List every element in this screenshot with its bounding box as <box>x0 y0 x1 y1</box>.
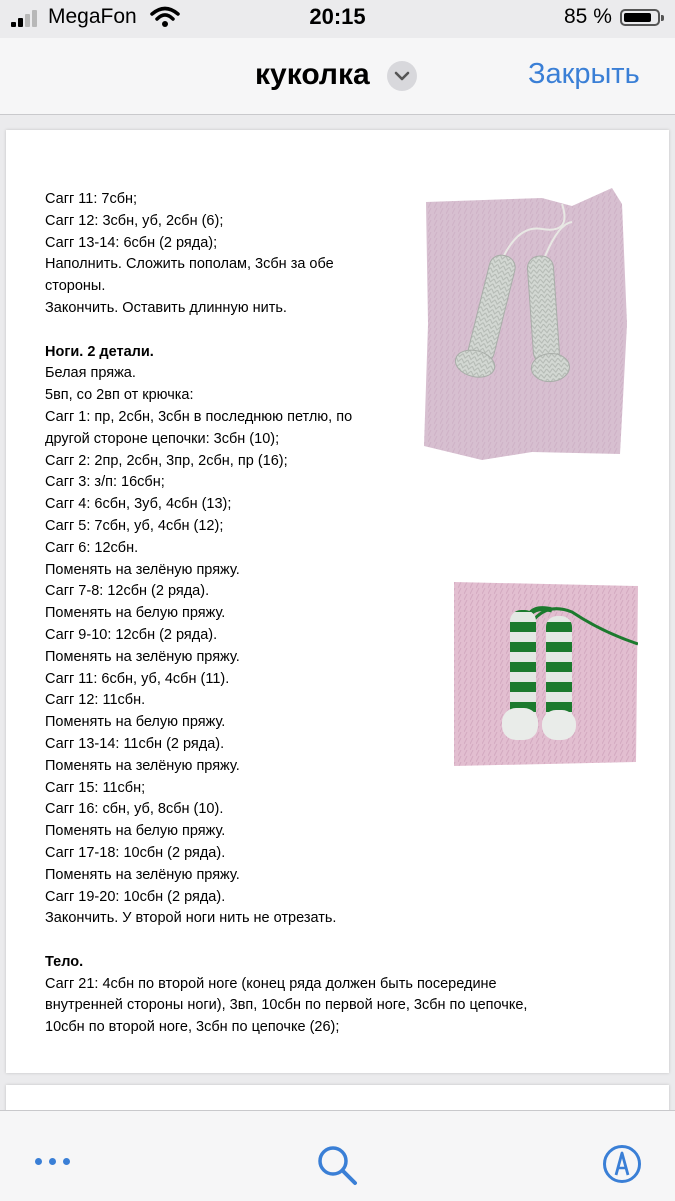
clock: 20:15 <box>309 4 366 29</box>
text-line: Сагг 7-8: 12сбн (2 ряда). <box>45 583 210 600</box>
text-line: Сагг 1: пр, 2сбн, 3сбн в последнюю петлю, по <box>45 408 353 425</box>
text-line: Сагг 19-20: 10сбн (2 ряда). <box>45 888 226 905</box>
ellipsis-icon <box>35 1158 42 1165</box>
text-line: Наполнить. Сложить пополам, 3сбн за обе <box>45 256 334 273</box>
carrier-name: MegaFon <box>48 5 137 28</box>
battery-percentage: 85 % <box>564 5 612 28</box>
text-line: Сагг 15: 11сбн; <box>45 779 146 796</box>
text-line: другой стороне цепочки: 3сбн (10); <box>45 430 280 447</box>
text-line: стороны. <box>45 278 106 295</box>
legs-photo <box>452 582 638 766</box>
bottom-toolbar <box>0 1110 675 1201</box>
text-line: Закончить. У второй ноги нить не отрезать. <box>45 910 337 927</box>
text-line: Поменять на зелёную пряжу. <box>45 866 240 883</box>
arms-photo <box>422 184 630 464</box>
document-viewer[interactable] <box>0 115 675 1110</box>
blank-line <box>45 930 605 952</box>
markup-pen-icon[interactable] <box>602 1144 642 1184</box>
text-line: Сагг 4: 6сбн, 3уб, 4сбн (13); <box>45 496 232 513</box>
title-menu-button[interactable] <box>387 61 417 91</box>
status-bar <box>0 0 675 38</box>
text-line: Сагг 2: 2пр, 2сбн, 3пр, 2сбн, пр (16); <box>45 452 288 469</box>
battery-icon <box>620 9 660 26</box>
text-line: 10сбн по второй ноге, 3сбн по цепочке (26); <box>45 1019 340 1036</box>
text-line: Поменять на зелёную пряжу. <box>45 757 240 774</box>
text-line: Сагг 11: 6сбн, уб, 4сбн (11). <box>45 670 230 687</box>
text-line: Сагг 6: 12сбн. <box>45 539 139 556</box>
text-line: Сагг 13-14: 11сбн (2 ряда). <box>45 735 225 752</box>
section-heading: Тело. <box>45 953 84 970</box>
text-line: Сагг 3: з/п: 16сбн; <box>45 474 165 491</box>
text-line: Белая пряжа. <box>45 365 136 382</box>
search-icon[interactable] <box>316 1144 358 1186</box>
chevron-down-icon <box>387 61 417 91</box>
text-line: Сагг 11: 7сбн; <box>45 191 138 207</box>
document-page <box>6 130 669 1073</box>
text-line: Сагг 9-10: 12сбн (2 ряда). <box>45 626 218 643</box>
text-line: Поменять на белую пряжу. <box>45 823 226 840</box>
text-line: Сагг 16: сбн, уб, 8сбн (10). <box>45 801 224 818</box>
text-line: Сагг 5: 7сбн, уб, 4сбн (12); <box>45 517 224 534</box>
text-line: Сагг 21: 4сбн по второй ноге (конец ряда должен быть посередине <box>45 975 497 992</box>
more-options-button[interactable] <box>35 1156 75 1170</box>
next-document-page <box>6 1085 669 1110</box>
text-line: Сагг 12: 3сбн, уб, 2сбн (6); <box>45 212 224 229</box>
text-line: 5вп, со 2вп от крючка: <box>45 387 194 404</box>
text-line: Поменять на зелёную пряжу. <box>45 561 240 578</box>
navigation-bar <box>0 38 675 115</box>
document-title: куколка <box>255 58 370 91</box>
text-line: Сагг 13-14: 6сбн (2 ряда); <box>45 234 218 251</box>
text-line: внутренней стороны ноги), 3вп, 10сбн по первой ноге, 3сбн по цепочке, <box>45 997 528 1014</box>
close-button[interactable]: Закрыть <box>528 58 640 90</box>
text-line: Поменять на зелёную пряжу. <box>45 648 240 665</box>
text-line: Поменять на белую пряжу. <box>45 714 226 731</box>
text-line: Сагг 17-18: 10сбн (2 ряда). <box>45 844 226 861</box>
section-heading: Ноги. 2 детали. <box>45 343 154 360</box>
text-line: Поменять на белую пряжу. <box>45 605 226 622</box>
text-line: Закончить. Оставить длинную нить. <box>45 299 287 316</box>
text-line: Сагг 12: 11сбн. <box>45 692 146 709</box>
